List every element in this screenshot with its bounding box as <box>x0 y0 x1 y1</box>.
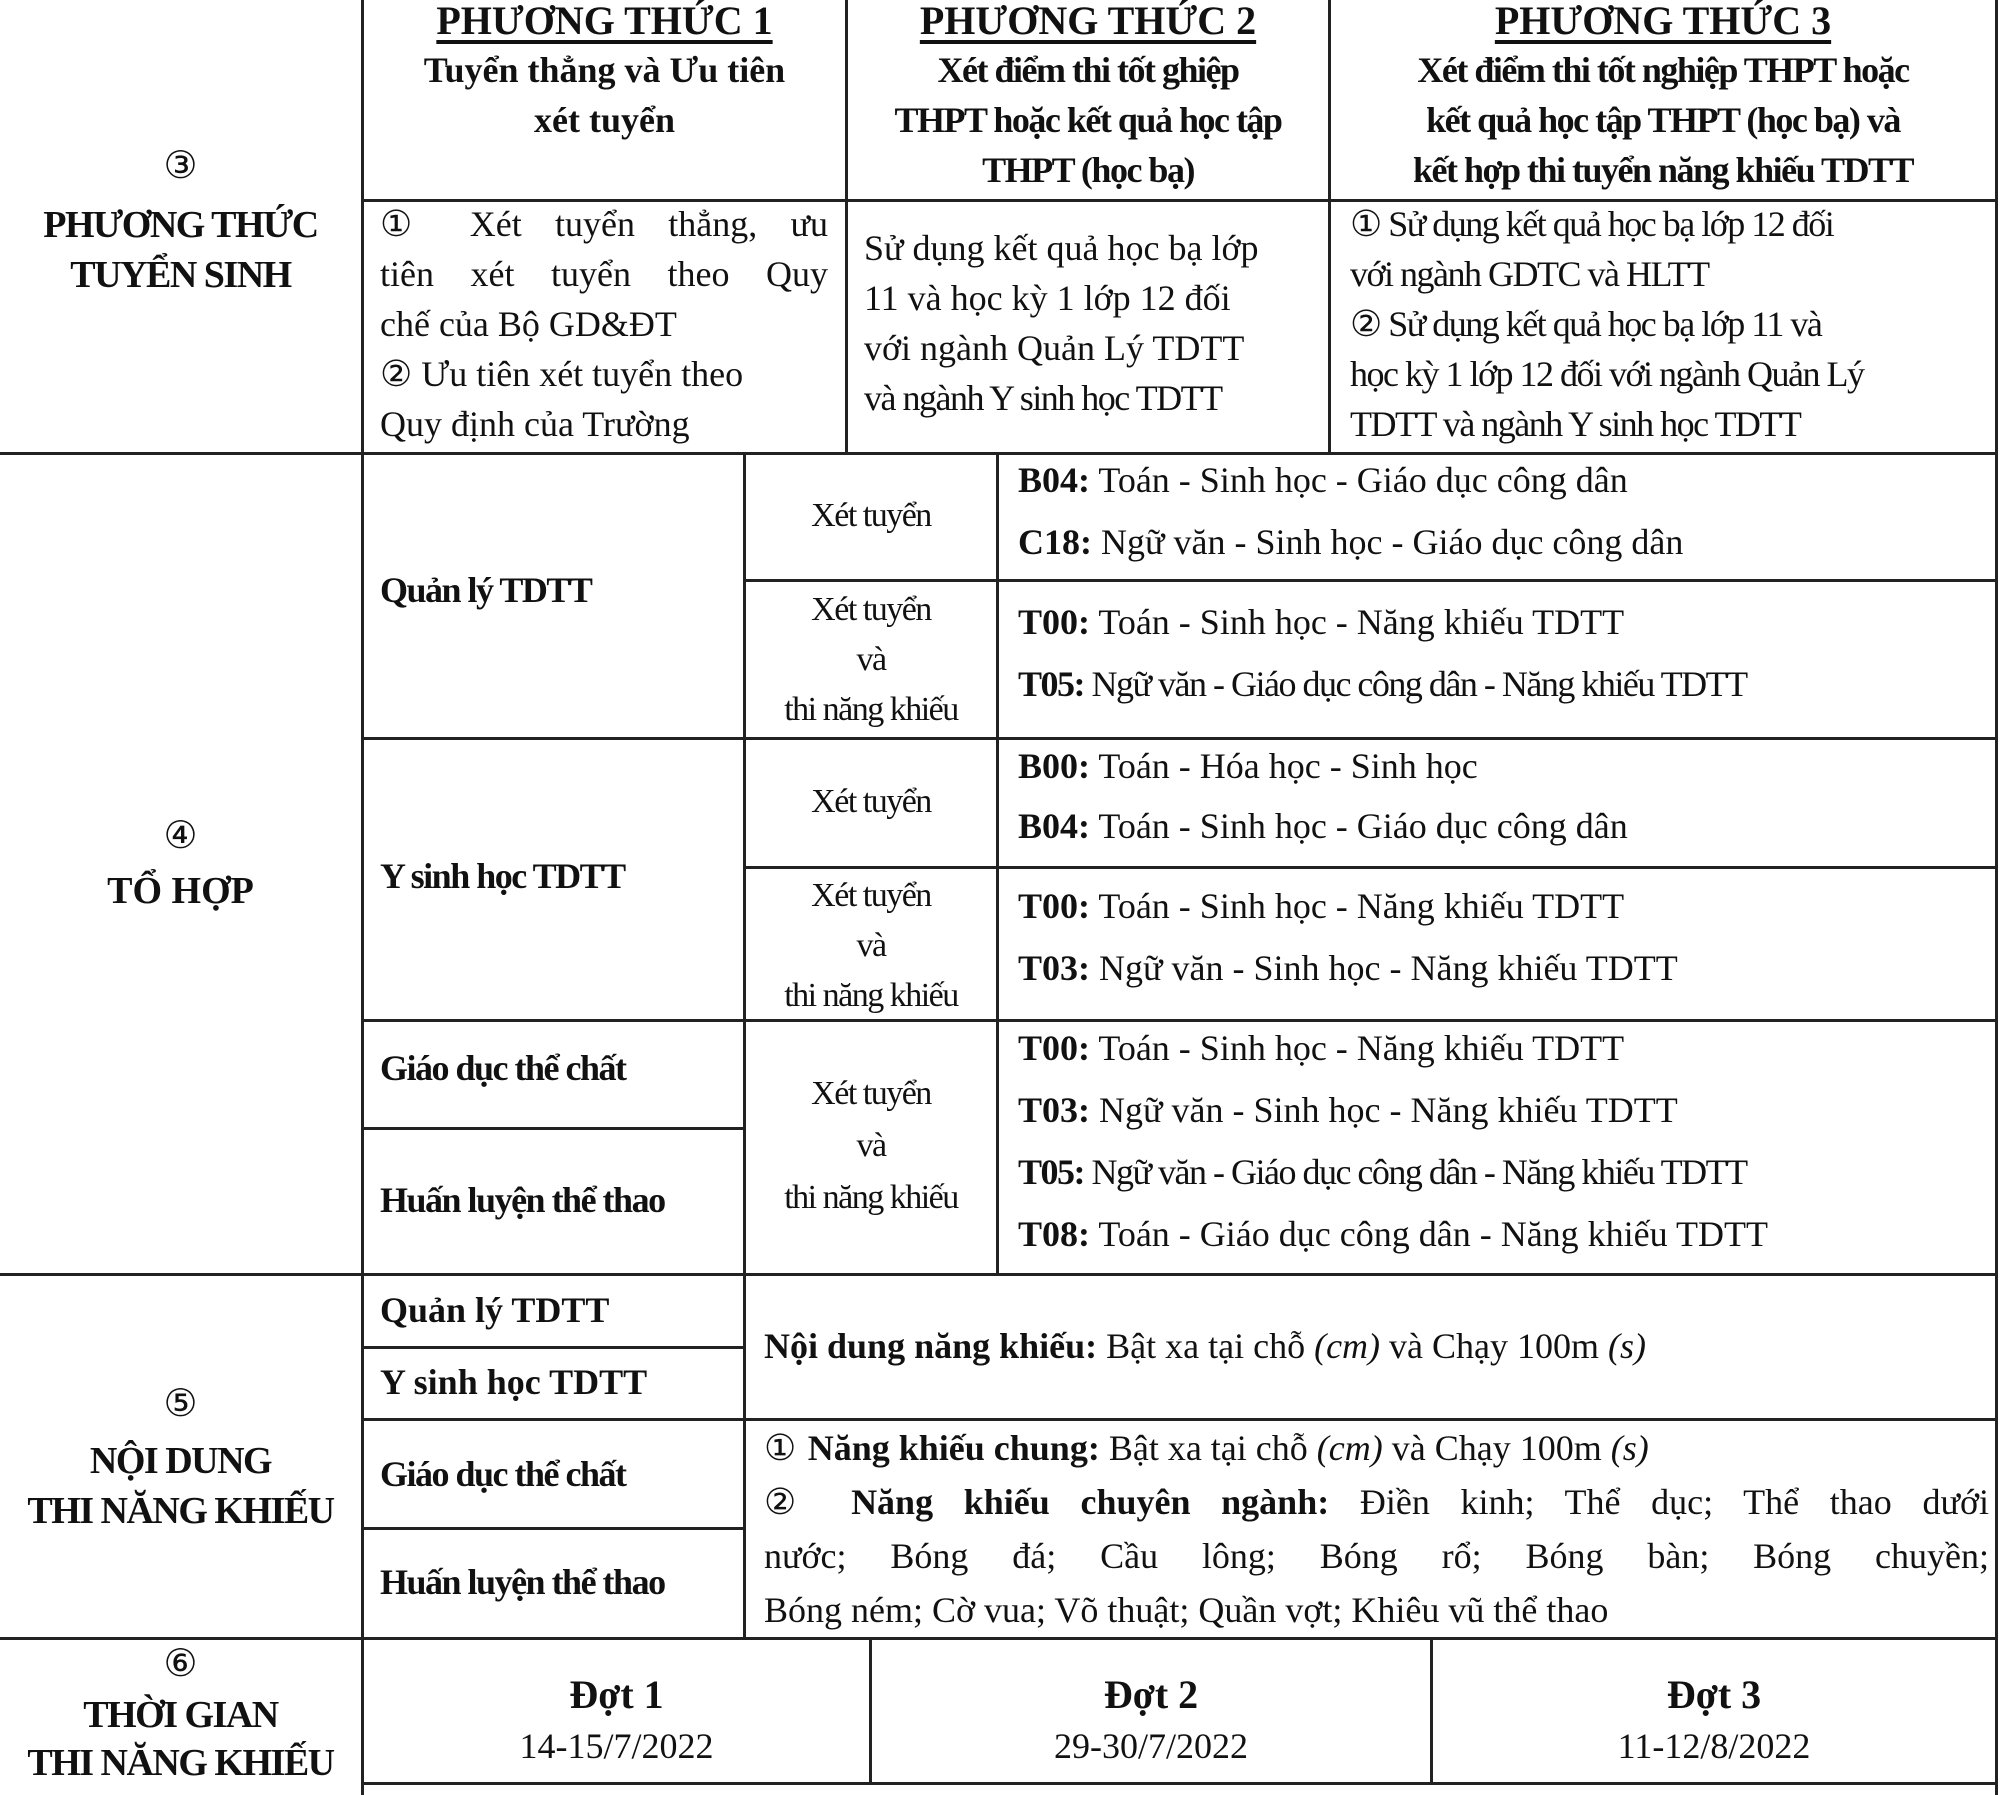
round-date: 29-30/7/2022 <box>1054 1726 1248 1766</box>
combo-line: B04: Toán - Sinh học - Giáo dục công dân <box>1018 460 1628 500</box>
method-label: Xét tuyển <box>811 591 931 628</box>
combo-line: T08: Toán - Giáo dục công dân - Năng khiếu TDTT <box>1018 1214 1768 1254</box>
section-label: TỔ HỢP <box>107 870 254 912</box>
method-subtitle: Xét điểm thi tốt ghiệp <box>937 50 1239 90</box>
method-label: và <box>856 927 886 964</box>
method-item-line: ② Sử dụng kết quả học bạ lớp 11 và <box>1350 304 1822 344</box>
combo-line: B04: Toán - Sinh học - Giáo dục công dân <box>1018 806 1628 846</box>
method-item-line: với ngành Quản Lý TDTT <box>864 328 1245 368</box>
section-label: PHƯƠNG THỨC <box>43 204 318 246</box>
combo-line: T03: Ngữ văn - Sinh học - Năng khiếu TDTT <box>1018 1090 1678 1130</box>
method-title: PHƯƠNG THỨC 2 <box>919 0 1257 43</box>
method-item-line: TDTT và ngành Y sinh học TDTT <box>1350 404 1801 444</box>
method-label: thi năng khiếu <box>784 691 958 728</box>
aptitude-content-line: Bóng ném; Cờ vua; Võ thuật; Quần vợt; Khiêu vũ thể thao <box>764 1590 1609 1630</box>
aptitude-content-line: ① Năng khiếu chung: Bật xa tại chỗ (cm) và Chạy 100m (s) <box>764 1428 1649 1469</box>
method-item-line: ② Ưu tiên xét tuyển theo <box>380 354 744 394</box>
major-name: Quản lý TDTT <box>380 1290 610 1330</box>
method-item-line: ① Sử dụng kết quả học bạ lớp 12 đối <box>1350 204 1834 244</box>
aptitude-content-line: nước; Bóng đá; Cầu lông; Bóng rổ; Bóng bàn; Bóng chuyền; <box>764 1536 1989 1576</box>
combo-line: T00: Toán - Sinh học - Năng khiếu TDTT <box>1018 602 1625 642</box>
method-title: PHƯƠNG THỨC 1 <box>436 0 773 43</box>
round-date: 11-12/8/2022 <box>1617 1726 1811 1766</box>
method-label: Xét tuyển <box>811 877 931 914</box>
method-item-line: học kỳ 1 lớp 12 đối với ngành Quản Lý <box>1350 354 1864 394</box>
section-label: TUYỂN SINH <box>70 254 291 296</box>
section-label: THI NĂNG KHIẾU <box>27 1742 334 1784</box>
method-label: và <box>856 1127 886 1164</box>
combo-line: B00: Toán - Hóa học - Sinh học <box>1018 746 1478 786</box>
method-item-line: và ngành Y sinh học TDTT <box>864 378 1222 418</box>
major-name: Giáo dục thể chất <box>380 1454 626 1494</box>
combo-line: C18: Ngữ văn - Sinh học - Giáo dục công dân <box>1018 522 1684 562</box>
round-name: Đợt 2 <box>1103 1672 1199 1717</box>
method-subtitle: THPT hoặc kết quả học tập <box>894 100 1282 140</box>
major-name: Huấn luyện thể thao <box>380 1180 665 1220</box>
major-name: Y sinh học TDTT <box>380 856 625 896</box>
method-item-line: Quy định của Trường <box>380 404 690 444</box>
combo-line: T00: Toán - Sinh học - Năng khiếu TDTT <box>1018 886 1625 926</box>
method-subtitle: xét tuyển <box>534 100 675 140</box>
method-subtitle: Tuyển thẳng và Ưu tiên <box>423 50 786 90</box>
method-item-line: tiên xét tuyển theo Quy <box>380 254 828 294</box>
round-name: Đợt 1 <box>569 1672 664 1717</box>
method-label: thi năng khiếu <box>784 977 958 1014</box>
method-subtitle: kết hợp thi tuyển năng khiếu TDTT <box>1413 150 1913 190</box>
combo-line: T05: Ngữ văn - Giáo dục công dân - Năng khiếu TDTT <box>1018 1152 1747 1192</box>
method-label: và <box>856 641 886 678</box>
aptitude-content-general: Nội dung năng khiếu: Bật xa tại chỗ (cm) và Chạy 100m (s) <box>764 1326 1647 1366</box>
round-name: Đợt 3 <box>1666 1672 1762 1717</box>
section-label: THI NĂNG KHIẾU <box>27 1490 334 1532</box>
combo-line: T03: Ngữ văn - Sinh học - Năng khiếu TDTT <box>1018 948 1678 988</box>
method-item-line: với ngành GDTC và HLTT <box>1350 254 1709 294</box>
aptitude-content-line: ② Năng khiếu chuyên ngành: Điền kinh; Thể dục; Thể thao dưới <box>764 1482 1990 1523</box>
major-name: Huấn luyện thể thao <box>380 1562 665 1602</box>
major-name: Giáo dục thể chất <box>380 1048 626 1088</box>
section-number: ③ <box>163 143 198 187</box>
method-item-line: chế của Bộ GD&ĐT <box>380 304 677 344</box>
round-date: 14-15/7/2022 <box>519 1726 714 1766</box>
method-label: Xét tuyển <box>811 1075 931 1112</box>
method-subtitle: kết quả học tập THPT (học bạ) và <box>1426 100 1900 140</box>
method-label: thi năng khiếu <box>784 1179 958 1216</box>
method-title: PHƯƠNG THỨC 3 <box>1494 0 1832 43</box>
section-label: NỘI DUNG <box>89 1440 272 1482</box>
section-number: ⑤ <box>163 1381 198 1425</box>
section-number: ⑥ <box>163 1641 198 1685</box>
major-name: Y sinh học TDTT <box>380 1362 648 1402</box>
major-name: Quản lý TDTT <box>380 570 592 610</box>
method-subtitle: Xét điểm thi tốt nghiệp THPT hoặc <box>1417 50 1909 90</box>
method-label: Xét tuyển <box>811 783 931 820</box>
combo-line: T00: Toán - Sinh học - Năng khiếu TDTT <box>1018 1028 1625 1068</box>
combo-line: T05: Ngữ văn - Giáo dục công dân - Năng khiếu TDTT <box>1018 664 1747 704</box>
method-subtitle: THPT (học bạ) <box>982 150 1194 190</box>
method-item-line: Sử dụng kết quả học bạ lớp <box>864 228 1259 268</box>
method-item-line: 11 và học kỳ 1 lớp 12 đối <box>864 278 1231 318</box>
method-item-line: ① Xét tuyển thẳng, ưu <box>380 204 828 244</box>
section-label: THỜI GIAN <box>83 1694 278 1736</box>
method-label: Xét tuyển <box>811 497 931 534</box>
section-number: ④ <box>163 813 198 857</box>
